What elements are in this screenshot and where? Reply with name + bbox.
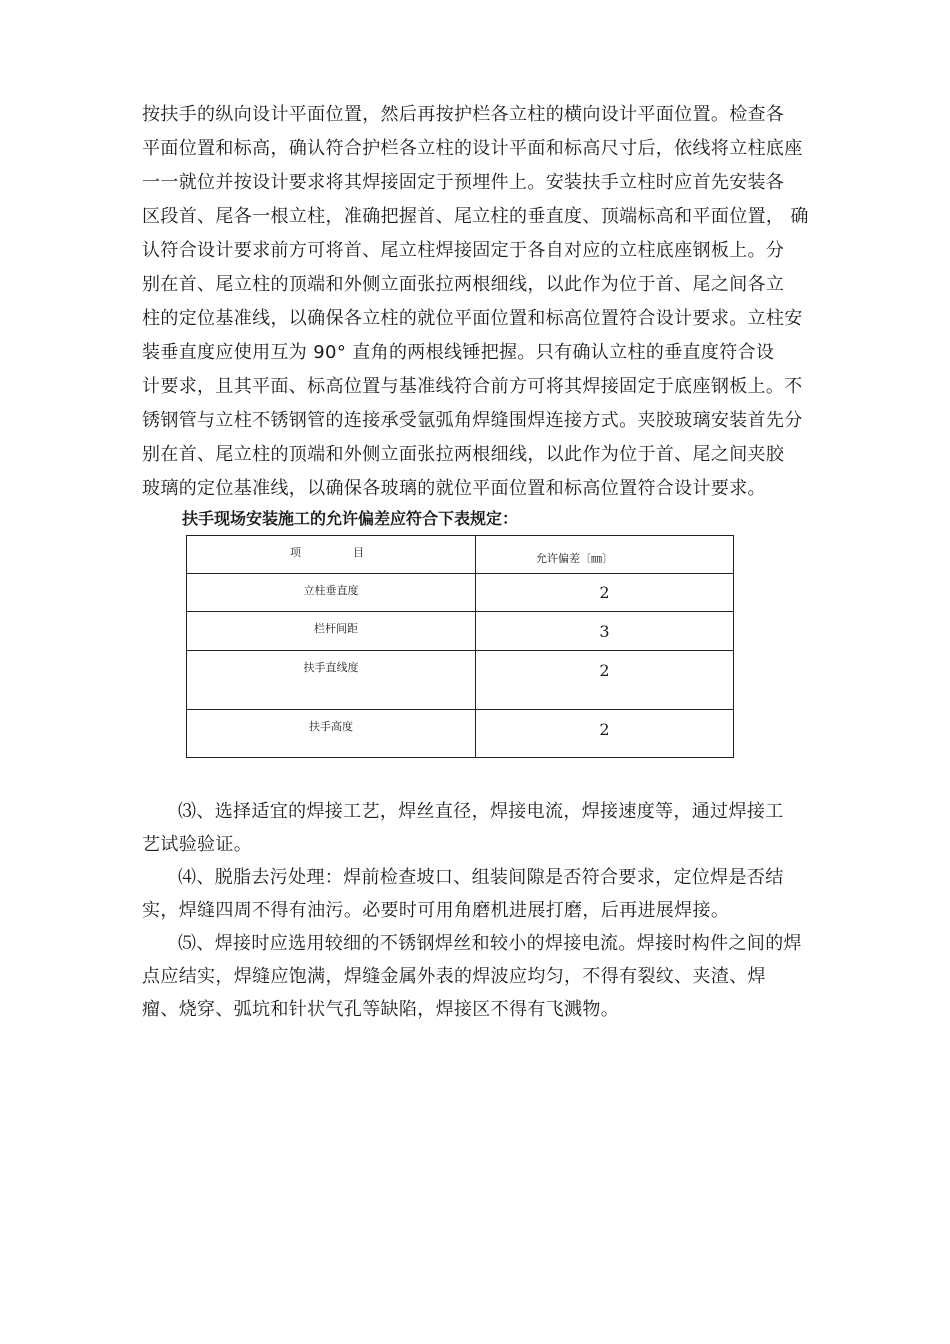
text-line: ⑷、脱脂去污处理：焊前检查坡口、组装间隙是否符合要求，定位焊是否结: [178, 867, 784, 888]
header-tolerance-cell: [476, 536, 734, 574]
text-line: 认符合设计要求前方可将首、尾立柱焊接固定于各自对应的立柱底座钢板上。分: [142, 240, 785, 261]
table-cell-item: 栏杆间距: [187, 612, 476, 651]
header-tolerance-label: 允许偏差〔㎜〕: [536, 552, 613, 565]
table-cell-value: 3: [476, 612, 734, 651]
text-line: 实，焊缝四周不得有油污。必要时可用角磨机进展打磨，后再进展焊接。: [142, 900, 730, 921]
text-line: 计要求，且其平面、标高位置与基准线符合前方可将其焊接固定于底座钢板上。不: [142, 376, 803, 397]
text-line: ⑸、焊接时应选用较细的不锈钢焊丝和较小的焊接电流。焊接时构件之间的焊: [178, 933, 802, 954]
tolerance-table: [186, 535, 734, 758]
table-row: [187, 651, 734, 710]
text-line: 平面位置和标高，确认符合护栏各立柱的设计平面和标高尺寸后，依线将立柱底座: [142, 138, 803, 159]
text-line: 玻璃的定位基准线，以确保各玻璃的就位平面位置和标高位置符合设计要求。: [142, 478, 766, 499]
text-line: 一一就位并按设计要求将其焊接固定于预埋件上。安装扶手立柱时应首先安装各: [142, 172, 785, 193]
text-line: 按扶手的纵向设计平面位置，然后再按护栏各立柱的横向设计平面位置。检查各: [142, 104, 785, 125]
table-row: [187, 574, 734, 612]
table-cell-item: 扶手高度: [187, 710, 476, 758]
table-cell-value: 2: [476, 651, 734, 710]
text-line: 锈钢管与立柱不锈钢管的连接承受氩弧角焊缝围焊连接方式。夹胶玻璃安装首先分: [142, 410, 803, 431]
text-line: 艺试验验证。: [142, 834, 253, 855]
text-line: 柱的定位基准线，以确保各立柱的就位平面位置和标高位置符合设计要求。立柱安: [142, 308, 803, 329]
table-cell-item: 扶手直线度: [187, 651, 476, 710]
table-cell-item: 立柱垂直度: [187, 574, 476, 612]
header-item-label: 项 目: [290, 546, 364, 559]
table-row: [187, 710, 734, 758]
table-cell-value: 2: [476, 574, 734, 612]
table-caption: 扶手现场安装施工的允许偏差应符合下表规定：: [182, 509, 519, 528]
text-line: 装垂直度应使用互为 90° 直角的两根线锤把握。只有确认立柱的垂直度符合设: [142, 342, 775, 363]
text-line: ⑶、选择适宜的焊接工艺，焊丝直径，焊接电流，焊接速度等，通过焊接工: [178, 801, 784, 822]
text-line: 别在首、尾立柱的顶端和外侧立面张拉两根细线，以此作为位于首、尾之间各立: [142, 274, 785, 295]
header-item-cell: [187, 536, 476, 574]
table-row: [187, 612, 734, 651]
text-line: 别在首、尾立柱的顶端和外侧立面张拉两根细线，以此作为位于首、尾之间夹胶: [142, 444, 785, 465]
table-header-row: [187, 536, 734, 574]
text-line: 点应结实，焊缝应饱满，焊缝金属外表的焊波应均匀，不得有裂纹、夹渣、焊: [142, 966, 766, 987]
text-line: 区段首、尾各一根立柱，准确把握首、尾立柱的垂直度、顶端标高和平面位置， 确: [142, 206, 809, 227]
text-line: 瘤、烧穿、弧坑和针状气孔等缺陷，焊接区不得有飞溅物。: [142, 999, 620, 1020]
table-cell-value: 2: [476, 710, 734, 758]
